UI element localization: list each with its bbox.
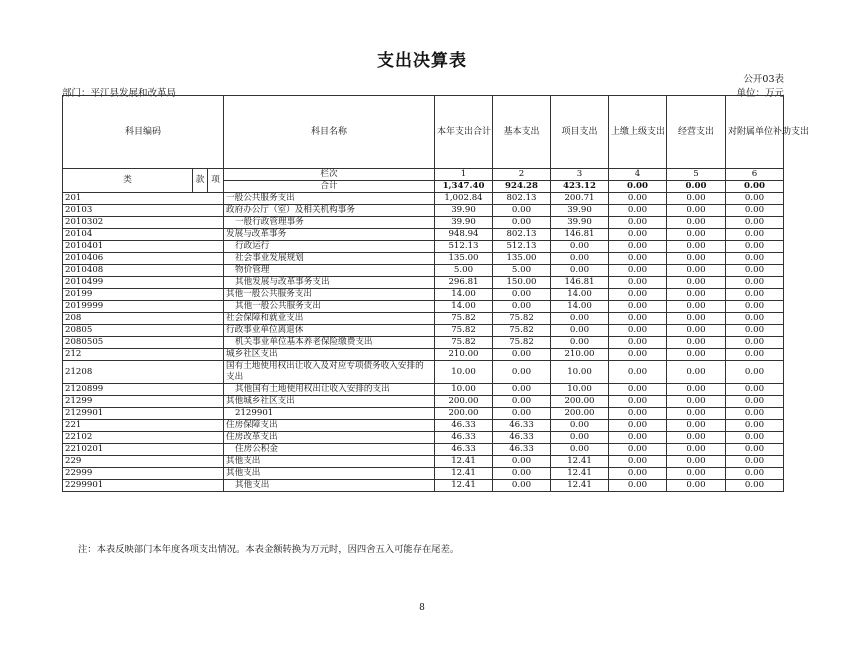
row-value-1: 75.82 [435, 325, 493, 337]
row-value-3: 14.00 [551, 289, 609, 301]
row-name: 其他支出 [224, 480, 435, 492]
row-name: 其他支出 [224, 456, 435, 468]
row-code: 2010302 [63, 217, 224, 229]
row-value-4: 0.00 [609, 241, 667, 253]
row-value-1: 200.00 [435, 408, 493, 420]
row-name: 其他国有土地使用权出让收入安排的支出 [224, 384, 435, 396]
row-value-5: 0.00 [667, 229, 726, 241]
row-value-4: 0.00 [609, 444, 667, 456]
row-value-4: 0.00 [609, 468, 667, 480]
row-value-3: 146.81 [551, 277, 609, 289]
row-value-4: 0.00 [609, 313, 667, 325]
row-value-6: 0.00 [726, 468, 784, 480]
row-value-2: 46.33 [493, 432, 551, 444]
row-value-6: 0.00 [726, 420, 784, 432]
row-name: 行政运行 [224, 241, 435, 253]
row-value-6: 0.00 [726, 444, 784, 456]
header-col-2: 基本支出 [493, 96, 551, 169]
row-name: 住房公积金 [224, 444, 435, 456]
col-number-4: 4 [609, 169, 667, 181]
table-row [63, 253, 784, 265]
row-value-2: 5.00 [493, 265, 551, 277]
row-value-6: 0.00 [726, 349, 784, 361]
row-code: 2299901 [63, 480, 224, 492]
row-value-1: 75.82 [435, 313, 493, 325]
row-value-2: 0.00 [493, 349, 551, 361]
row-value-1: 46.33 [435, 420, 493, 432]
row-value-4: 0.00 [609, 253, 667, 265]
row-value-6: 0.00 [726, 229, 784, 241]
table-row [63, 217, 784, 229]
row-value-3: 200.71 [551, 193, 609, 205]
table-row [63, 468, 784, 480]
table-row [63, 325, 784, 337]
table-row [63, 420, 784, 432]
row-code: 2019999 [63, 301, 224, 313]
row-value-2: 75.82 [493, 337, 551, 349]
row-value-1: 10.00 [435, 384, 493, 396]
row-value-5: 0.00 [667, 289, 726, 301]
row-value-4: 0.00 [609, 384, 667, 396]
row-value-3: 0.00 [551, 420, 609, 432]
table-row [63, 301, 784, 313]
row-code: 22999 [63, 468, 224, 480]
row-value-4: 0.00 [609, 337, 667, 349]
row-value-5: 0.00 [667, 313, 726, 325]
page-number: 8 [419, 603, 425, 613]
row-value-2: 0.00 [493, 396, 551, 408]
column-number-row [63, 169, 784, 181]
row-value-2: 0.00 [493, 301, 551, 313]
row-value-6: 0.00 [726, 301, 784, 313]
row-value-2: 0.00 [493, 289, 551, 301]
row-value-2: 75.82 [493, 325, 551, 337]
row-value-5: 0.00 [667, 420, 726, 432]
row-value-1: 12.41 [435, 456, 493, 468]
row-value-3: 210.00 [551, 349, 609, 361]
table-row [63, 193, 784, 205]
row-name: 行政事业单位离退休 [224, 325, 435, 337]
row-value-4: 0.00 [609, 456, 667, 468]
row-value-6: 0.00 [726, 361, 784, 384]
row-name: 城乡社区支出 [224, 349, 435, 361]
table-row [63, 241, 784, 253]
col-number-2: 2 [493, 169, 551, 181]
row-value-1: 46.33 [435, 432, 493, 444]
row-name: 物价管理 [224, 265, 435, 277]
row-value-2: 0.00 [493, 361, 551, 384]
form-number: 公开03表 [743, 74, 784, 85]
row-value-1: 296.81 [435, 277, 493, 289]
row-value-1: 75.82 [435, 337, 493, 349]
row-value-1: 210.00 [435, 349, 493, 361]
row-code: 22102 [63, 432, 224, 444]
row-value-4: 0.00 [609, 480, 667, 492]
row-value-6: 0.00 [726, 432, 784, 444]
header-code: 科目编码 [63, 96, 224, 169]
header-row [63, 96, 784, 169]
row-value-2: 512.13 [493, 241, 551, 253]
header-col-6: 对附属单位补助支出 [726, 96, 784, 169]
row-code: 2210201 [63, 444, 224, 456]
row-value-6: 0.00 [726, 456, 784, 468]
row-value-1: 512.13 [435, 241, 493, 253]
row-value-6: 0.00 [726, 408, 784, 420]
row-value-6: 0.00 [726, 480, 784, 492]
row-value-1: 46.33 [435, 444, 493, 456]
row-value-3: 0.00 [551, 265, 609, 277]
row-value-5: 0.00 [667, 396, 726, 408]
table-row [63, 396, 784, 408]
row-code: 221 [63, 420, 224, 432]
row-value-5: 0.00 [667, 456, 726, 468]
row-code: 208 [63, 313, 224, 325]
row-code: 21299 [63, 396, 224, 408]
row-value-2: 0.00 [493, 408, 551, 420]
row-value-1: 12.41 [435, 480, 493, 492]
row-value-3: 0.00 [551, 241, 609, 253]
row-value-5: 0.00 [667, 217, 726, 229]
row-name: 其他发展与改革事务支出 [224, 277, 435, 289]
header-lei: 类 [63, 169, 193, 193]
row-name: 住房保障支出 [224, 420, 435, 432]
row-value-2: 0.00 [493, 456, 551, 468]
row-value-1: 135.00 [435, 253, 493, 265]
header-name: 科目名称 [224, 96, 435, 169]
row-value-3: 10.00 [551, 361, 609, 384]
header-col-1: 本年支出合计 [435, 96, 493, 169]
row-value-5: 0.00 [667, 468, 726, 480]
row-value-2: 0.00 [493, 480, 551, 492]
row-value-5: 0.00 [667, 301, 726, 313]
row-value-4: 0.00 [609, 277, 667, 289]
total-value-5: 0.00 [667, 181, 726, 193]
header-kuan: 款 [193, 169, 208, 193]
row-name: 社会事业发展规划 [224, 253, 435, 265]
row-value-2: 46.33 [493, 420, 551, 432]
col-number-1: 1 [435, 169, 493, 181]
row-value-2: 135.00 [493, 253, 551, 265]
col-number-6: 6 [726, 169, 784, 181]
row-code: 212 [63, 349, 224, 361]
row-value-3: 12.41 [551, 456, 609, 468]
row-code: 20104 [63, 229, 224, 241]
row-name: 国有土地使用权出让收入及对应专项债务收入安排的支出 [224, 361, 435, 384]
row-value-2: 0.00 [493, 384, 551, 396]
row-value-2: 75.82 [493, 313, 551, 325]
row-value-1: 5.00 [435, 265, 493, 277]
row-value-3: 14.00 [551, 301, 609, 313]
table-row [63, 349, 784, 361]
row-value-4: 0.00 [609, 408, 667, 420]
row-code: 20103 [63, 205, 224, 217]
row-value-5: 0.00 [667, 277, 726, 289]
row-name: 一般公共服务支出 [224, 193, 435, 205]
row-code: 201 [63, 193, 224, 205]
row-value-4: 0.00 [609, 325, 667, 337]
row-value-6: 0.00 [726, 384, 784, 396]
row-value-1: 39.90 [435, 217, 493, 229]
row-value-1: 1,002.84 [435, 193, 493, 205]
row-value-3: 0.00 [551, 444, 609, 456]
total-value-6: 0.00 [726, 181, 784, 193]
row-value-2: 802.13 [493, 193, 551, 205]
table-row [63, 265, 784, 277]
col-number-3: 3 [551, 169, 609, 181]
row-value-2: 0.00 [493, 217, 551, 229]
row-value-5: 0.00 [667, 480, 726, 492]
row-code: 20199 [63, 289, 224, 301]
row-code: 21208 [63, 361, 224, 384]
table-row [63, 337, 784, 349]
department-label: 部门：平江县发展和改革局 [62, 88, 177, 99]
row-value-6: 0.00 [726, 289, 784, 301]
row-value-5: 0.00 [667, 432, 726, 444]
row-value-4: 0.00 [609, 193, 667, 205]
row-name: 其他一般公共服务支出 [224, 289, 435, 301]
row-value-5: 0.00 [667, 205, 726, 217]
header-xiang: 项 [208, 169, 224, 193]
row-value-5: 0.00 [667, 384, 726, 396]
row-value-4: 0.00 [609, 349, 667, 361]
row-value-5: 0.00 [667, 349, 726, 361]
row-name: 其他城乡社区支出 [224, 396, 435, 408]
row-value-4: 0.00 [609, 265, 667, 277]
table-row [63, 229, 784, 241]
row-value-1: 14.00 [435, 301, 493, 313]
row-value-6: 0.00 [726, 217, 784, 229]
table-row [63, 313, 784, 325]
row-name: 社会保障和就业支出 [224, 313, 435, 325]
header-col-5: 经营支出 [667, 96, 726, 169]
header-lanci: 栏次 [224, 169, 435, 181]
total-value-1: 1,347.40 [435, 181, 493, 193]
row-value-5: 0.00 [667, 325, 726, 337]
row-value-4: 0.00 [609, 229, 667, 241]
row-code: 2120899 [63, 384, 224, 396]
row-value-4: 0.00 [609, 361, 667, 384]
row-value-3: 10.00 [551, 384, 609, 396]
row-value-3: 12.41 [551, 468, 609, 480]
row-value-3: 0.00 [551, 337, 609, 349]
row-value-6: 0.00 [726, 337, 784, 349]
row-value-6: 0.00 [726, 253, 784, 265]
col-number-5: 5 [667, 169, 726, 181]
row-code: 2129901 [63, 408, 224, 420]
row-value-5: 0.00 [667, 193, 726, 205]
row-value-3: 39.90 [551, 205, 609, 217]
table-row [63, 444, 784, 456]
row-value-1: 10.00 [435, 361, 493, 384]
row-value-6: 0.00 [726, 396, 784, 408]
row-value-4: 0.00 [609, 420, 667, 432]
row-value-5: 0.00 [667, 444, 726, 456]
row-value-5: 0.00 [667, 337, 726, 349]
row-value-5: 0.00 [667, 361, 726, 384]
row-name: 住房改革支出 [224, 432, 435, 444]
row-value-2: 46.33 [493, 444, 551, 456]
header-col-4: 上缴上级支出 [609, 96, 667, 169]
row-value-6: 0.00 [726, 265, 784, 277]
row-name: 一般行政管理事务 [224, 217, 435, 229]
row-name: 机关事业单位基本养老保险缴费支出 [224, 337, 435, 349]
row-code: 20805 [63, 325, 224, 337]
row-code: 2010408 [63, 265, 224, 277]
total-label: 合计 [224, 181, 435, 193]
row-value-3: 0.00 [551, 432, 609, 444]
row-value-3: 146.81 [551, 229, 609, 241]
row-value-4: 0.00 [609, 396, 667, 408]
row-value-1: 12.41 [435, 468, 493, 480]
row-name: 2129901 [224, 408, 435, 420]
row-value-4: 0.00 [609, 432, 667, 444]
table-row [63, 384, 784, 396]
row-value-6: 0.00 [726, 325, 784, 337]
table-row [63, 432, 784, 444]
total-value-3: 423.12 [551, 181, 609, 193]
row-value-6: 0.00 [726, 205, 784, 217]
row-value-1: 948.94 [435, 229, 493, 241]
row-name: 其他支出 [224, 468, 435, 480]
table-row [63, 205, 784, 217]
row-value-6: 0.00 [726, 277, 784, 289]
row-value-4: 0.00 [609, 301, 667, 313]
row-value-3: 0.00 [551, 253, 609, 265]
table-row [63, 289, 784, 301]
row-code: 2010499 [63, 277, 224, 289]
row-code: 2010401 [63, 241, 224, 253]
row-value-3: 39.90 [551, 217, 609, 229]
table-row [63, 361, 784, 384]
row-name: 政府办公厅（室）及相关机构事务 [224, 205, 435, 217]
row-value-2: 0.00 [493, 205, 551, 217]
row-name: 发展与改革事务 [224, 229, 435, 241]
row-code: 2010406 [63, 253, 224, 265]
table-row [63, 480, 784, 492]
row-value-3: 0.00 [551, 313, 609, 325]
row-value-5: 0.00 [667, 253, 726, 265]
row-value-6: 0.00 [726, 241, 784, 253]
row-code: 229 [63, 456, 224, 468]
row-value-3: 200.00 [551, 408, 609, 420]
row-value-5: 0.00 [667, 265, 726, 277]
row-value-3: 12.41 [551, 480, 609, 492]
row-value-4: 0.00 [609, 289, 667, 301]
row-value-1: 200.00 [435, 396, 493, 408]
row-value-6: 0.00 [726, 193, 784, 205]
footnote: 注：本表反映部门本年度各项支出情况。本表金额转换为万元时，因四舍五入可能存在尾差。 [78, 544, 460, 555]
total-value-4: 0.00 [609, 181, 667, 193]
row-value-2: 150.00 [493, 277, 551, 289]
row-value-4: 0.00 [609, 205, 667, 217]
row-value-5: 0.00 [667, 241, 726, 253]
row-code: 2080505 [63, 337, 224, 349]
row-value-5: 0.00 [667, 408, 726, 420]
row-value-6: 0.00 [726, 313, 784, 325]
row-value-1: 39.90 [435, 205, 493, 217]
row-value-3: 0.00 [551, 325, 609, 337]
row-value-4: 0.00 [609, 217, 667, 229]
row-value-2: 0.00 [493, 468, 551, 480]
total-value-2: 924.28 [493, 181, 551, 193]
unit-label: 单位：万元 [736, 88, 784, 99]
header-col-3: 项目支出 [551, 96, 609, 169]
table-row [63, 277, 784, 289]
expenditure-table [62, 95, 810, 492]
row-name: 其他一般公共服务支出 [224, 301, 435, 313]
table-row [63, 408, 784, 420]
row-value-3: 200.00 [551, 396, 609, 408]
page-title: 支出决算表 [377, 51, 467, 71]
table-row [63, 456, 784, 468]
row-value-2: 802.13 [493, 229, 551, 241]
row-value-1: 14.00 [435, 289, 493, 301]
